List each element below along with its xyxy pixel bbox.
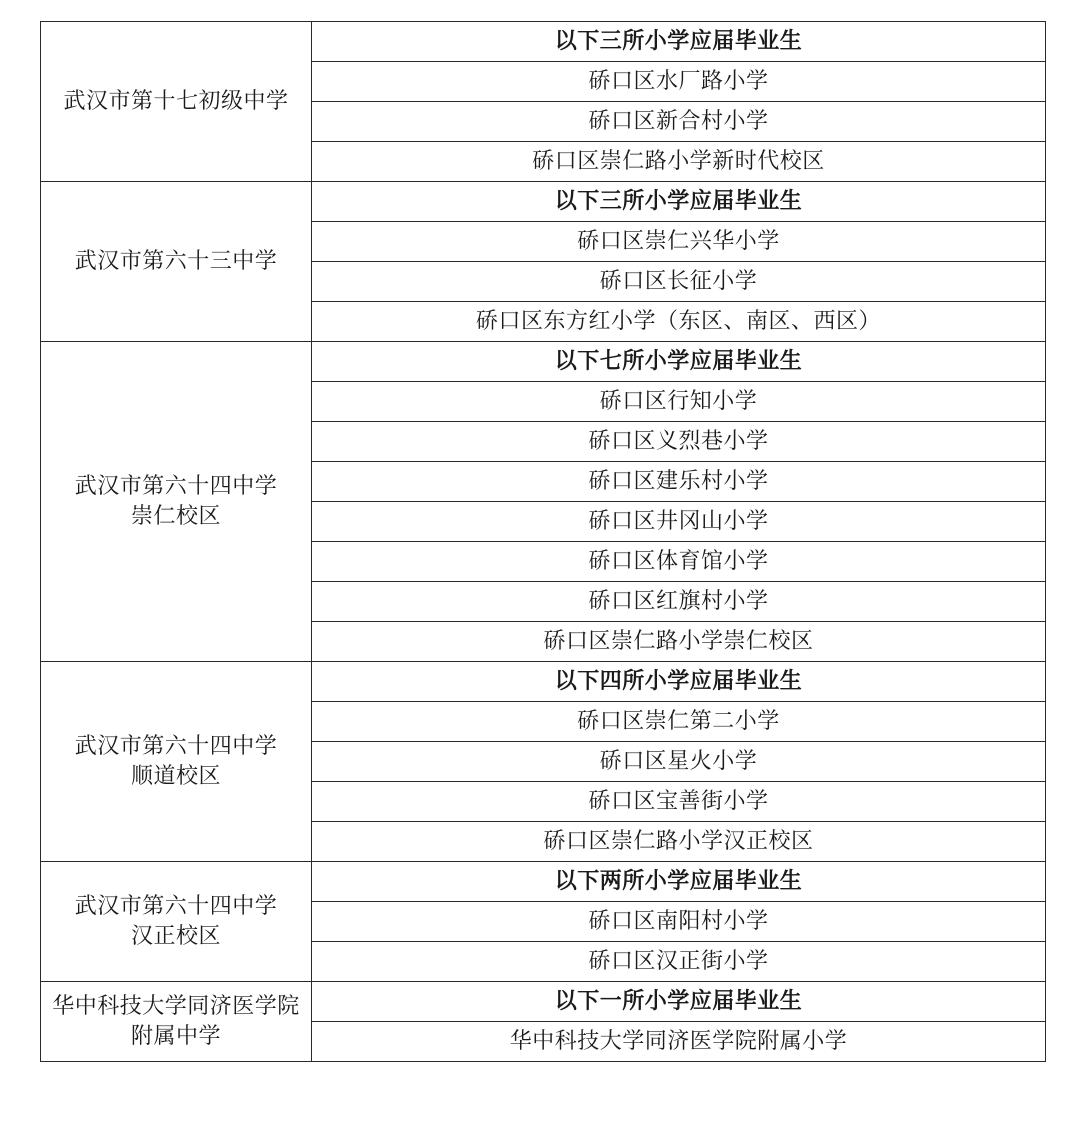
enrollment-table	[40, 21, 1046, 1062]
primary-school-cell: 硚口区崇仁路小学崇仁校区	[312, 622, 1046, 662]
middle-school-name-line: 附属中学	[130, 1023, 221, 1049]
middle-school-name-line: 顺道校区	[130, 763, 221, 789]
primary-school-cell: 硚口区崇仁兴华小学	[312, 222, 1046, 262]
primary-school-cell: 硚口区红旗村小学	[312, 582, 1046, 622]
middle-school-name-line: 武汉市第六十四中学	[74, 473, 278, 499]
primary-school-cell: 硚口区水厂路小学	[312, 62, 1046, 102]
middle-school-cell	[41, 862, 312, 982]
primary-school-cell: 硚口区义烈巷小学	[312, 422, 1046, 462]
group-header-cell: 以下七所小学应届毕业生	[312, 342, 1046, 382]
primary-school-cell: 硚口区崇仁路小学汉正校区	[312, 822, 1046, 862]
primary-school-cell: 硚口区宝善街小学	[312, 782, 1046, 822]
primary-school-cell: 硚口区汉正街小学	[312, 942, 1046, 982]
middle-school-cell	[41, 342, 312, 662]
middle-school-cell	[41, 982, 312, 1062]
group-header-cell: 以下三所小学应届毕业生	[312, 22, 1046, 62]
middle-school-name-line: 武汉市第六十四中学	[74, 733, 278, 759]
middle-school-name-line: 武汉市第六十四中学	[74, 893, 278, 919]
primary-school-cell: 硚口区长征小学	[312, 262, 1046, 302]
middle-school-name-line: 崇仁校区	[130, 503, 221, 529]
middle-school-cell	[41, 662, 312, 862]
middle-school-cell	[41, 182, 312, 342]
primary-school-cell: 硚口区东方红小学（东区、南区、西区）	[312, 302, 1046, 342]
primary-school-cell: 硚口区南阳村小学	[312, 902, 1046, 942]
primary-school-cell: 硚口区新合村小学	[312, 102, 1046, 142]
group-header-row	[41, 662, 1046, 702]
primary-school-cell: 硚口区崇仁路小学新时代校区	[312, 142, 1046, 182]
group-header-row	[41, 22, 1046, 62]
primary-school-cell: 硚口区井冈山小学	[312, 502, 1046, 542]
group-header-cell: 以下三所小学应届毕业生	[312, 182, 1046, 222]
group-header-row	[41, 182, 1046, 222]
middle-school-name-line: 华中科技大学同济医学院	[52, 993, 300, 1019]
primary-school-cell: 硚口区行知小学	[312, 382, 1046, 422]
enrollment-table-body	[41, 22, 1046, 1062]
primary-school-cell: 硚口区建乐村小学	[312, 462, 1046, 502]
primary-school-cell: 华中科技大学同济医学院附属小学	[312, 1022, 1046, 1062]
middle-school-name-line: 武汉市第十七初级中学	[63, 88, 289, 114]
middle-school-cell	[41, 22, 312, 182]
enrollment-table-wrapper	[40, 21, 1046, 1062]
primary-school-cell: 硚口区体育馆小学	[312, 542, 1046, 582]
group-header-cell: 以下两所小学应届毕业生	[312, 862, 1046, 902]
middle-school-name-line: 汉正校区	[130, 923, 221, 949]
group-header-row	[41, 982, 1046, 1022]
primary-school-cell: 硚口区星火小学	[312, 742, 1046, 782]
middle-school-name-line: 武汉市第六十三中学	[74, 248, 278, 274]
group-header-cell: 以下四所小学应届毕业生	[312, 662, 1046, 702]
group-header-cell: 以下一所小学应届毕业生	[312, 982, 1046, 1022]
group-header-row	[41, 342, 1046, 382]
primary-school-cell: 硚口区崇仁第二小学	[312, 702, 1046, 742]
group-header-row	[41, 862, 1046, 902]
